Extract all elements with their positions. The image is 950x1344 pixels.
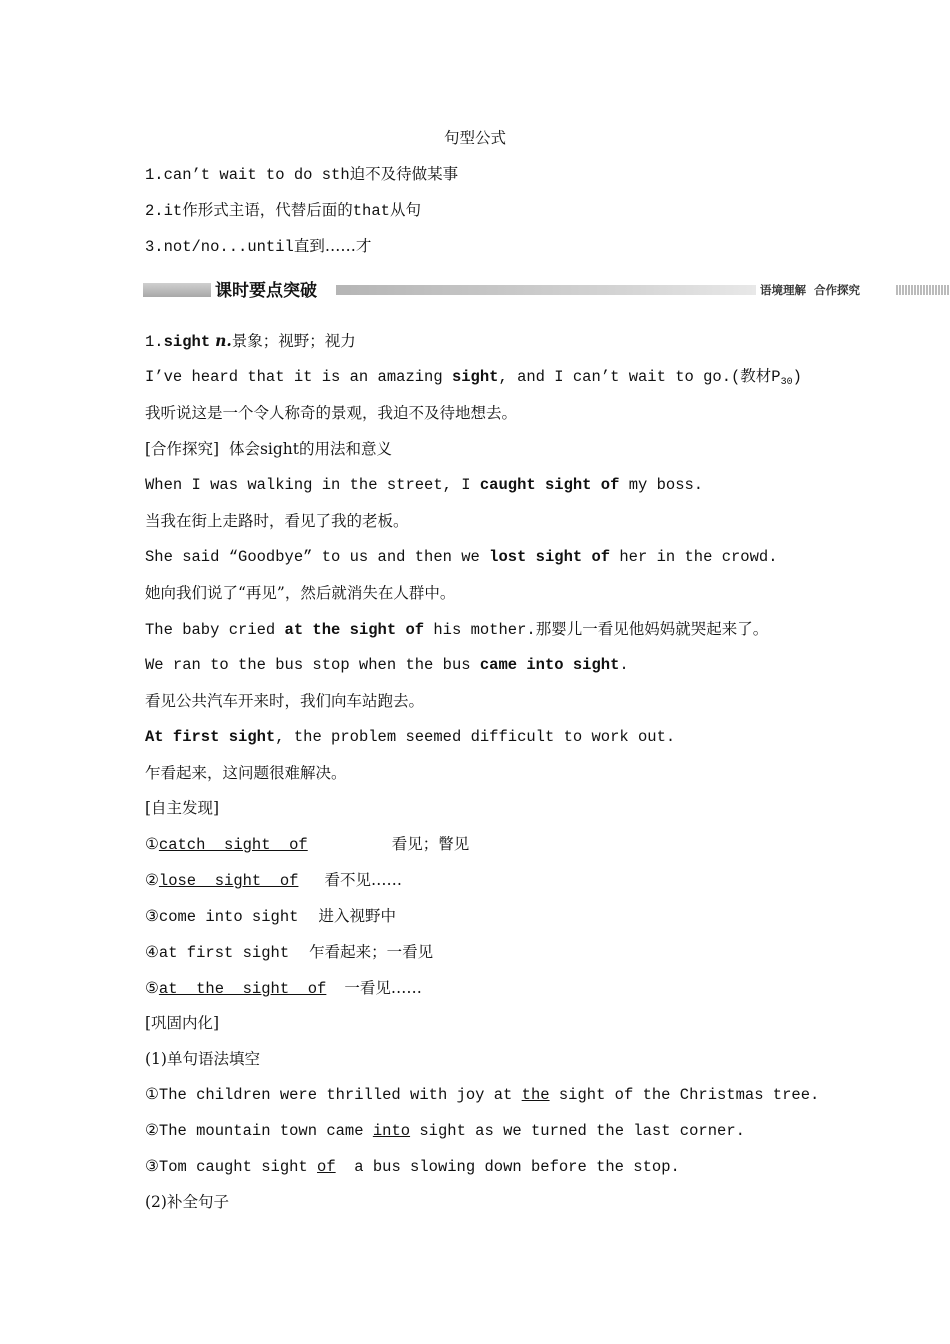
sentence-1-zh: 当我在街上走路时，看见了我的老板。 bbox=[145, 512, 409, 530]
example-en: I’ve heard that it is an amazing sight, and I can’t wait to go.(教材$P_{30}$) bbox=[145, 368, 802, 388]
banner-subtitle: 语境理解 合作探究 bbox=[760, 283, 861, 297]
exercise-part-1: (1)单句语法填空 bbox=[145, 1050, 260, 1068]
banner-bar-right bbox=[896, 285, 950, 295]
sentence-4-zh: 看见公共汽车开来时，我们向车站跑去。 bbox=[145, 692, 425, 710]
section-banner bbox=[143, 280, 861, 302]
sentence-3: The baby cried at the sight of his mother.那婴儿一看见他妈妈就哭起来了。 bbox=[145, 620, 769, 639]
discover-item-5: ⑤at the sight of 一看见…… bbox=[145, 979, 422, 998]
discover-item-1: ①catch sight of 看见；瞥见 bbox=[145, 835, 470, 854]
discover-item-3: ③come into sight 进入视野中 bbox=[145, 907, 396, 926]
sentence-2-zh: 她向我们说了“再见”，然后就消失在人群中。 bbox=[145, 584, 456, 602]
formula-2: 2.it作形式主语，代替后面的that从句 bbox=[145, 201, 421, 220]
discover-item-2: ②lose sight of 看不见…… bbox=[145, 871, 402, 890]
banner-bar-middle bbox=[336, 285, 756, 295]
explore-heading: [合作探究] 体会sight的用法和意义 bbox=[145, 440, 393, 458]
sentence-4-en: We ran to the bus stop when the bus came into sight. bbox=[145, 656, 629, 674]
banner-title: 课时要点突破 bbox=[215, 281, 317, 301]
consolidate-heading: [巩固内化] bbox=[145, 1014, 220, 1032]
discover-item-4: ④at first sight 乍看起来；一看见 bbox=[145, 943, 434, 962]
sentence-5-en: At first sight, the problem seemed difficult to work out. bbox=[145, 728, 676, 746]
banner-bar-left bbox=[143, 283, 211, 297]
word-heading: 1.sight n.景象；视野；视力 bbox=[145, 331, 356, 351]
formula-3: 3.not/no...until直到……才 bbox=[145, 237, 372, 256]
exercise-part-2: (2)补全句子 bbox=[145, 1193, 229, 1211]
sentence-5-zh: 乍看起来，这问题很难解决。 bbox=[145, 764, 347, 782]
formula-1: 1.can’t wait to do sth迫不及待做某事 bbox=[145, 165, 459, 184]
sentence-2-en: She said “Goodbye” to us and then we lost sight of her in the crowd. bbox=[145, 548, 778, 566]
discover-heading: [自主发现] bbox=[145, 799, 220, 817]
exercise-q2: ②The mountain town came into sight as we turned the last corner. bbox=[145, 1122, 745, 1140]
exercise-q1: ①The children were thrilled with joy at the sight of the Christmas tree. bbox=[145, 1086, 820, 1104]
sentence-1-en: When I was walking in the street, I caught sight of my boss. bbox=[145, 476, 704, 494]
section-title: 句型公式 bbox=[443, 129, 506, 147]
exercise-q3: ③Tom caught sight of a bus slowing down before the stop. bbox=[145, 1158, 680, 1176]
example-zh: 我听说这是一个令人称奇的景观，我迫不及待地想去。 bbox=[145, 404, 518, 422]
